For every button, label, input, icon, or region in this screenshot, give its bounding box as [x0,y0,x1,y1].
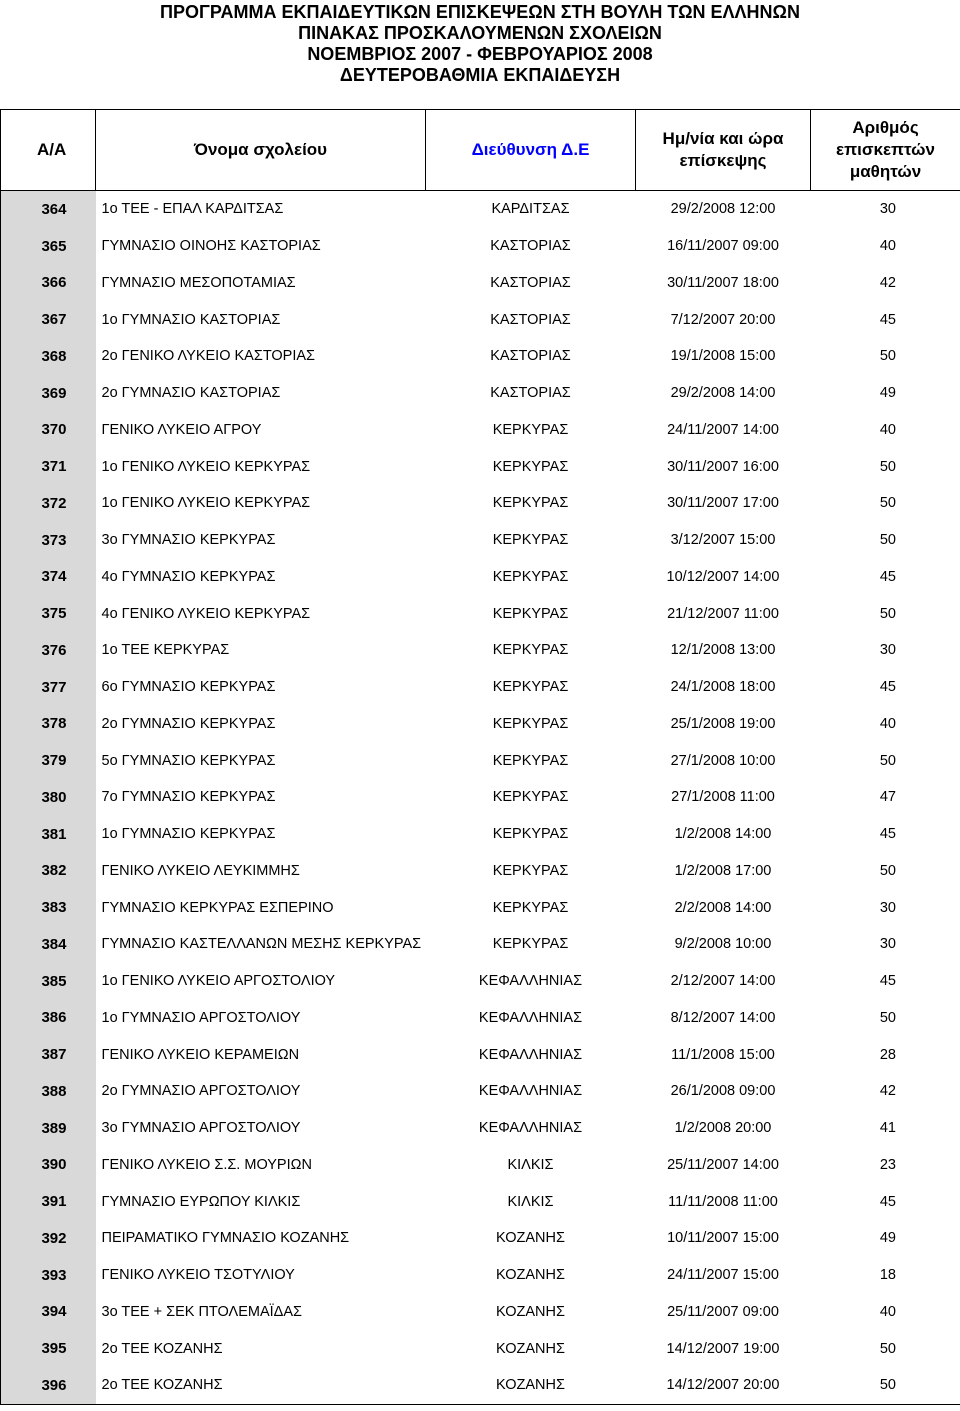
student-count: 45 [811,559,960,596]
visit-datetime: 27/1/2008 10:00 [670,752,776,769]
directorate: ΚΕΡΚΥΡΑΣ [492,752,569,769]
student-count: 50 [811,742,960,779]
visit-datetime: 25/11/2007 09:00 [667,1303,779,1320]
school-name: ΓΕΝΙΚΟ ΛΥΚΕΙΟ ΤΣΟΤΥΛΙΟΥ [101,1267,295,1284]
table-row [1,191,960,228]
directorate: ΚΕΡΚΥΡΑΣ [492,789,569,806]
table-row [1,926,960,963]
student-count: 49 [811,1220,960,1257]
school-name: ΓΥΜΝΑΣΙΟ ΚΕΡΚΥΡΑΣ ΕΣΠΕΡΙΝΟ [101,899,334,916]
table-row [1,889,960,926]
table-row [1,412,960,449]
row-number: 387 [1,1036,96,1073]
school-name: 1ο ΤΕΕ ΚΕΡΚΥΡΑΣ [101,642,230,659]
student-count: 30 [811,632,960,669]
directorate: ΚΙΛΚΙΣ [507,1156,554,1173]
visit-datetime: 29/2/2008 14:00 [670,385,776,402]
directorate: ΚΟΖΑΝΗΣ [496,1340,565,1357]
school-name: 1ο ΓΥΜΝΑΣΙΟ ΚΑΣΤΟΡΙΑΣ [101,311,281,328]
row-number: 393 [1,1257,96,1294]
directorate: ΚΕΦΑΛΛΗΝΙΑΣ [478,1120,583,1137]
table-row [1,595,960,632]
directorate: ΚΕΡΚΥΡΑΣ [492,679,569,696]
table-row [1,816,960,853]
school-name: ΓΥΜΝΑΣΙΟ ΜΕΣΟΠΟΤΑΜΙΑΣ [101,274,296,291]
header-visit-datetime: Ημ/νία και ώρα επίσκεψης [636,110,811,191]
visit-datetime: 1/2/2008 17:00 [674,862,772,879]
table-row [1,448,960,485]
school-name: 2ο ΓΥΜΝΑΣΙΟ ΚΑΣΤΟΡΙΑΣ [101,385,281,402]
table-row [1,742,960,779]
title-line-3: ΝΟΕΜΒΡΙΟΣ 2007 - ΦΕΒΡΟΥΑΡΙΟΣ 2008 [307,44,653,64]
directorate: ΚΑΣΤΟΡΙΑΣ [490,238,571,255]
school-name: 1ο ΓΕΝΙΚΟ ΛΥΚΕΙΟ ΚΕΡΚΥΡΑΣ [101,458,311,475]
directorate: ΚΕΦΑΛΛΗΝΙΑΣ [478,1009,583,1026]
table-header-row [1,110,960,191]
visit-datetime: 2/12/2007 14:00 [670,973,776,990]
visit-datetime: 11/11/2008 11:00 [668,1193,778,1210]
directorate: ΚΑΣΤΟΡΙΑΣ [490,385,571,402]
directorate: ΚΟΖΑΝΗΣ [496,1267,565,1284]
visit-datetime: 24/11/2007 14:00 [667,421,779,438]
directorate: ΚΕΦΑΛΛΗΝΙΑΣ [478,1046,583,1063]
student-count: 50 [811,485,960,522]
student-count: 41 [811,1110,960,1147]
visit-datetime: 2/2/2008 14:00 [674,899,772,916]
row-number: 365 [1,228,96,265]
visit-datetime: 19/1/2008 15:00 [670,348,776,365]
table-row [1,338,960,375]
visit-datetime: 26/1/2008 09:00 [670,1083,776,1100]
student-count: 50 [811,522,960,559]
table-row [1,1183,960,1220]
school-name: ΓΕΝΙΚΟ ΛΥΚΕΙΟ ΚΕΡΑΜΕΙΩΝ [101,1046,300,1063]
directorate: ΚΕΡΚΥΡΑΣ [492,458,569,475]
table-row [1,1367,960,1404]
row-number: 389 [1,1110,96,1147]
row-number: 366 [1,265,96,302]
header-aa: Α/Α [1,110,96,191]
school-name: 3ο ΓΥΜΝΑΣΙΟ ΑΡΓΟΣΤΟΛΙΟΥ [101,1120,301,1137]
directorate: ΚΕΡΚΥΡΑΣ [492,495,569,512]
student-count: 40 [811,412,960,449]
row-number: 379 [1,742,96,779]
row-number: 390 [1,1147,96,1184]
table-row [1,265,960,302]
row-number: 377 [1,669,96,706]
student-count: 45 [811,669,960,706]
visit-datetime: 11/1/2008 15:00 [671,1046,775,1063]
row-number: 384 [1,926,96,963]
visit-datetime: 27/1/2008 11:00 [671,789,775,806]
table-row [1,853,960,890]
school-name: 1ο ΓΥΜΝΑΣΙΟ ΑΡΓΟΣΤΟΛΙΟΥ [101,1009,301,1026]
row-number: 375 [1,595,96,632]
visit-datetime: 10/12/2007 14:00 [666,568,780,585]
row-number: 383 [1,889,96,926]
directorate: ΚΕΡΚΥΡΑΣ [492,936,569,953]
row-number: 391 [1,1183,96,1220]
student-count: 40 [811,228,960,265]
student-count: 30 [811,191,960,228]
visit-datetime: 1/2/2008 14:00 [674,826,772,843]
student-count: 50 [811,1000,960,1037]
directorate: ΚΟΖΑΝΗΣ [426,1367,636,1404]
visit-datetime: 14/12/2007 20:00 [636,1367,811,1404]
student-count: 40 [811,706,960,743]
visit-datetime: 25/11/2007 14:00 [667,1156,779,1173]
directorate: ΚΕΡΚΥΡΑΣ [492,826,569,843]
student-count: 45 [811,963,960,1000]
school-name: 1ο ΓΕΝΙΚΟ ΛΥΚΕΙΟ ΑΡΓΟΣΤΟΛΙΟΥ [101,973,336,990]
student-count: 18 [811,1257,960,1294]
school-name: 1ο ΓΥΜΝΑΣΙΟ ΚΕΡΚΥΡΑΣ [101,826,276,843]
student-count: 50 [811,1330,960,1367]
student-count: 45 [811,1183,960,1220]
student-count: 30 [811,889,960,926]
directorate: ΚΑΣΤΟΡΙΑΣ [490,274,571,291]
school-name: 4ο ΓΥΜΝΑΣΙΟ ΚΕΡΚΥΡΑΣ [101,568,276,585]
school-name: 5ο ΓΥΜΝΑΣΙΟ ΚΕΡΚΥΡΑΣ [101,752,276,769]
visit-datetime: 14/12/2007 19:00 [666,1340,780,1357]
visit-datetime: 10/11/2007 15:00 [667,1230,779,1247]
directorate: ΚΑΡΔΙΤΣΑΣ [491,201,570,218]
row-number: 367 [1,301,96,338]
visit-datetime: 12/1/2008 13:00 [670,642,776,659]
table-row [1,1147,960,1184]
student-count: 50 [811,1367,960,1404]
student-count: 23 [811,1147,960,1184]
visit-datetime: 21/12/2007 11:00 [667,605,779,622]
school-name: ΓΕΝΙΚΟ ΛΥΚΕΙΟ ΑΓΡΟΥ [101,421,262,438]
table-row [1,669,960,706]
directorate: ΚΟΖΑΝΗΣ [496,1303,565,1320]
visit-datetime: 3/12/2007 15:00 [670,532,776,549]
student-count: 50 [811,853,960,890]
directorate: ΚΑΣΤΟΡΙΑΣ [490,348,571,365]
table-row [1,375,960,412]
table-row [1,706,960,743]
directorate: ΚΕΡΚΥΡΑΣ [492,715,569,732]
student-count: 50 [811,448,960,485]
row-number: 381 [1,816,96,853]
visit-datetime: 24/1/2008 18:00 [670,679,776,696]
school-name: ΓΥΜΝΑΣΙΟ ΚΑΣΤΕΛΛΑΝΩΝ ΜΕΣΗΣ ΚΕΡΚΥΡΑΣ [101,936,422,953]
school-name: ΓΥΜΝΑΣΙΟ ΟΙΝΟΗΣ ΚΑΣΤΟΡΙΑΣ [101,238,321,255]
directorate: ΚΕΡΚΥΡΑΣ [492,642,569,659]
row-number: 364 [1,191,96,228]
schools-table [0,109,960,1405]
table-row [1,1073,960,1110]
directorate: ΚΕΡΚΥΡΑΣ [492,568,569,585]
school-name: 1ο ΓΕΝΙΚΟ ΛΥΚΕΙΟ ΚΕΡΚΥΡΑΣ [101,495,311,512]
school-name: 4ο ΓΕΝΙΚΟ ΛΥΚΕΙΟ ΚΕΡΚΥΡΑΣ [101,605,311,622]
school-name: 2ο ΓΕΝΙΚΟ ΛΥΚΕΙΟ ΚΑΣΤΟΡΙΑΣ [101,348,316,365]
directorate: ΚΕΦΑΛΛΗΝΙΑΣ [478,1083,583,1100]
table-row [1,1220,960,1257]
header-student-count: Αριθμός επισκεπτών μαθητών [811,110,960,191]
student-count: 45 [811,301,960,338]
school-name: 3ο ΤΕΕ + ΣΕΚ ΠΤΟΛΕΜΑΪΔΑΣ [101,1303,302,1320]
title-line-2: ΠΙΝΑΚΑΣ ΠΡΟΣΚΑΛΟΥΜΕΝΩΝ ΣΧΟΛΕΙΩΝ [298,23,662,43]
school-name: 2ο ΓΥΜΝΑΣΙΟ ΚΕΡΚΥΡΑΣ [101,715,276,732]
row-number: 376 [1,632,96,669]
row-number: 385 [1,963,96,1000]
row-number: 386 [1,1000,96,1037]
student-count: 47 [811,779,960,816]
row-number: 370 [1,412,96,449]
row-number: 380 [1,779,96,816]
table-row [1,522,960,559]
row-number: 378 [1,706,96,743]
directorate: ΚΕΡΚΥΡΑΣ [492,532,569,549]
school-name: 2ο ΓΥΜΝΑΣΙΟ ΑΡΓΟΣΤΟΛΙΟΥ [101,1083,301,1100]
header-school-name: Όνομα σχολείου [96,110,426,191]
student-count: 42 [811,265,960,302]
school-name: 7ο ΓΥΜΝΑΣΙΟ ΚΕΡΚΥΡΑΣ [101,789,276,806]
visit-datetime: 1/2/2008 20:00 [674,1120,772,1137]
table-row [1,779,960,816]
table-row [1,485,960,522]
title-line-4: ΔΕΥΤΕΡΟΒΑΘΜΙΑ ΕΚΠΑΙΔΕΥΣΗ [339,65,621,85]
row-number: 394 [1,1294,96,1331]
visit-datetime: 30/11/2007 16:00 [667,458,779,475]
student-count: 28 [811,1036,960,1073]
table-row [1,228,960,265]
school-name: 6ο ΓΥΜΝΑΣΙΟ ΚΕΡΚΥΡΑΣ [101,679,276,696]
table-row [1,1330,960,1367]
row-number: 382 [1,853,96,890]
visit-datetime: 8/12/2007 14:00 [670,1009,776,1026]
row-number: 374 [1,559,96,596]
row-number: 395 [1,1330,96,1367]
student-count: 50 [811,338,960,375]
row-number: 396 [1,1367,96,1404]
row-number: 392 [1,1220,96,1257]
visit-datetime: 7/12/2007 20:00 [670,311,776,328]
student-count: 49 [811,375,960,412]
directorate: ΚΟΖΑΝΗΣ [496,1230,565,1247]
directorate: ΚΕΡΚΥΡΑΣ [492,899,569,916]
table-row [1,1257,960,1294]
table-row [1,1294,960,1331]
directorate: ΚΕΡΚΥΡΑΣ [492,862,569,879]
directorate: ΚΕΦΑΛΛΗΝΙΑΣ [478,973,583,990]
school-name: ΠΕΙΡΑΜΑΤΙΚΟ ΓΥΜΝΑΣΙΟ ΚΟΖΑΝΗΣ [101,1230,350,1247]
visit-datetime: 25/1/2008 19:00 [670,715,776,732]
student-count: 42 [811,1073,960,1110]
student-count: 40 [811,1294,960,1331]
row-number: 369 [1,375,96,412]
visit-datetime: 30/11/2007 18:00 [667,274,779,291]
school-name: ΓΥΜΝΑΣΙΟ ΕΥΡΩΠΟΥ ΚΙΛΚΙΣ [101,1193,301,1210]
school-name: 2ο ΤΕΕ ΚΟΖΑΝΗΣ [96,1367,426,1404]
school-name: 1ο ΤΕΕ - ΕΠΑΛ ΚΑΡΔΙΤΣΑΣ [101,201,284,218]
table-row [1,1000,960,1037]
document-title [0,0,960,86]
directorate: ΚΑΣΤΟΡΙΑΣ [490,311,571,328]
table-row [1,1036,960,1073]
school-name: 3ο ΓΥΜΝΑΣΙΟ ΚΕΡΚΥΡΑΣ [101,532,276,549]
visit-datetime: 30/11/2007 17:00 [667,495,779,512]
row-number: 368 [1,338,96,375]
table-row [1,632,960,669]
header-directorate: Διεύθυνση Δ.Ε [426,110,636,191]
directorate: ΚΙΛΚΙΣ [507,1193,554,1210]
directorate: ΚΕΡΚΥΡΑΣ [492,421,569,438]
visit-datetime: 9/2/2008 10:00 [674,936,772,953]
table-row [1,559,960,596]
school-name: ΓΕΝΙΚΟ ΛΥΚΕΙΟ Σ.Σ. ΜΟΥΡΙΩΝ [101,1156,312,1173]
row-number: 373 [1,522,96,559]
title-line-1: ΠΡΟΓΡΑΜΜΑ ΕΚΠΑΙΔΕΥΤΙΚΩΝ ΕΠΙΣΚΕΨΕΩΝ ΣΤΗ ΒΟΥΛΗ ΤΩΝ ΕΛΛΗΝΩΝ [160,2,800,22]
table-row [1,1110,960,1147]
school-name: 2ο ΤΕΕ ΚΟΖΑΝΗΣ [101,1340,223,1357]
directorate: ΚΕΡΚΥΡΑΣ [492,605,569,622]
school-name: ΓΕΝΙΚΟ ΛΥΚΕΙΟ ΛΕΥΚΙΜΜΗΣ [101,862,300,879]
row-number: 372 [1,485,96,522]
table-row [1,301,960,338]
student-count: 45 [811,816,960,853]
visit-datetime: 24/11/2007 15:00 [667,1267,779,1284]
table-row [1,963,960,1000]
row-number: 388 [1,1073,96,1110]
student-count: 50 [811,595,960,632]
visit-datetime: 29/2/2008 12:00 [670,201,776,218]
row-number: 371 [1,448,96,485]
visit-datetime: 16/11/2007 09:00 [667,238,779,255]
student-count: 30 [811,926,960,963]
